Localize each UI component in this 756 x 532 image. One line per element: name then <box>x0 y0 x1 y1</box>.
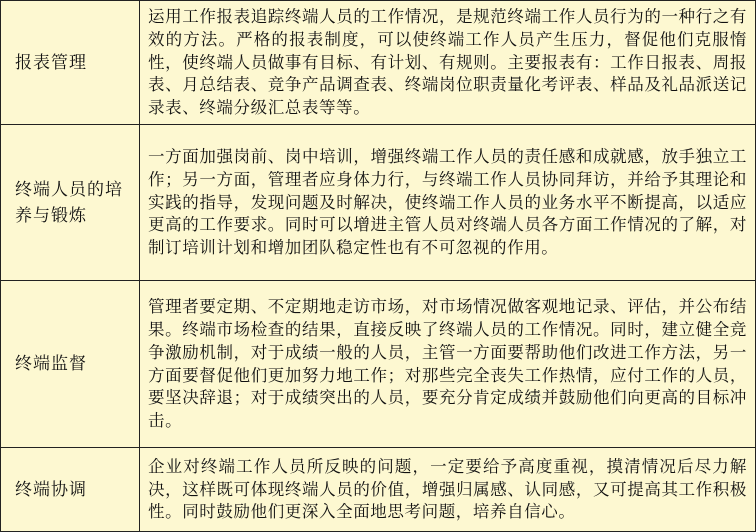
table-row-report-management <box>1 1 756 125</box>
table-row-staff-training <box>1 125 756 281</box>
row-content-report-management: 运用工作报表追踪终端人员的工作情况，是规范终端工作人员行为的一种行之有效的方法。严格的报表制度，可以使终端工作人员产生压力，督促他们克服惰性，使终端人员做事有目标、有计划、有规则。主要报表有：工作日报表、周报表、月总结表、竞争产品调查表、终端岗位职责量化考评表、样品及礼品派送记录表、终端分级汇总表等等。 <box>140 1 756 125</box>
row-content-staff-training: 一方面加强岗前、岗中培训，增强终端工作人员的责任感和成就感，放手独立工作；另一方面，管理者应身体力行，与终端工作人员协同拜访，并给予其理论和实践的指导，发现问题及时解决，使终端工作人员的业务水平不断提高，以适应更高的工作要求。同时可以增进主管人员对终端人员各方面工作情况的了解，对制订培训计划和增加团队稳定性也有不可忽视的作用。 <box>140 125 756 281</box>
row-label-terminal-supervision: 终端监督 <box>1 281 140 448</box>
row-content-terminal-supervision: 管理者要定期、不定期地走访市场，对市场情况做客观地记录、评估，并公布结果。终端市场检查的结果，直接反映了终端人员的工作情况。同时，建立健全竞争激励机制，对于成绩一般的人员，主管一方面要帮助他们改进工作方法，另一方面要督促他们更加努力地工作；对那些完全丧失工作热情，应付工作的人员，要坚决辞退；对于成绩突出的人员，要充分肯定成绩并鼓励他们向更高的目标冲击。 <box>140 281 756 448</box>
row-content-terminal-coordination: 企业对终端工作人员所反映的问题，一定要给予高度重视，摸清情况后尽力解决，这样既可体现终端人员的价值，增强归属感、认同感，又可提高其工作积极性。同时鼓励他们更深入全面地思考问题，培养自信心。 <box>140 448 756 532</box>
table-row-terminal-supervision <box>1 281 756 448</box>
row-label-terminal-coordination: 终端协调 <box>1 448 140 532</box>
row-label-report-management: 报表管理 <box>1 1 140 125</box>
table-row-terminal-coordination <box>1 448 756 532</box>
row-label-staff-training: 终端人员的培养与锻炼 <box>1 125 140 281</box>
